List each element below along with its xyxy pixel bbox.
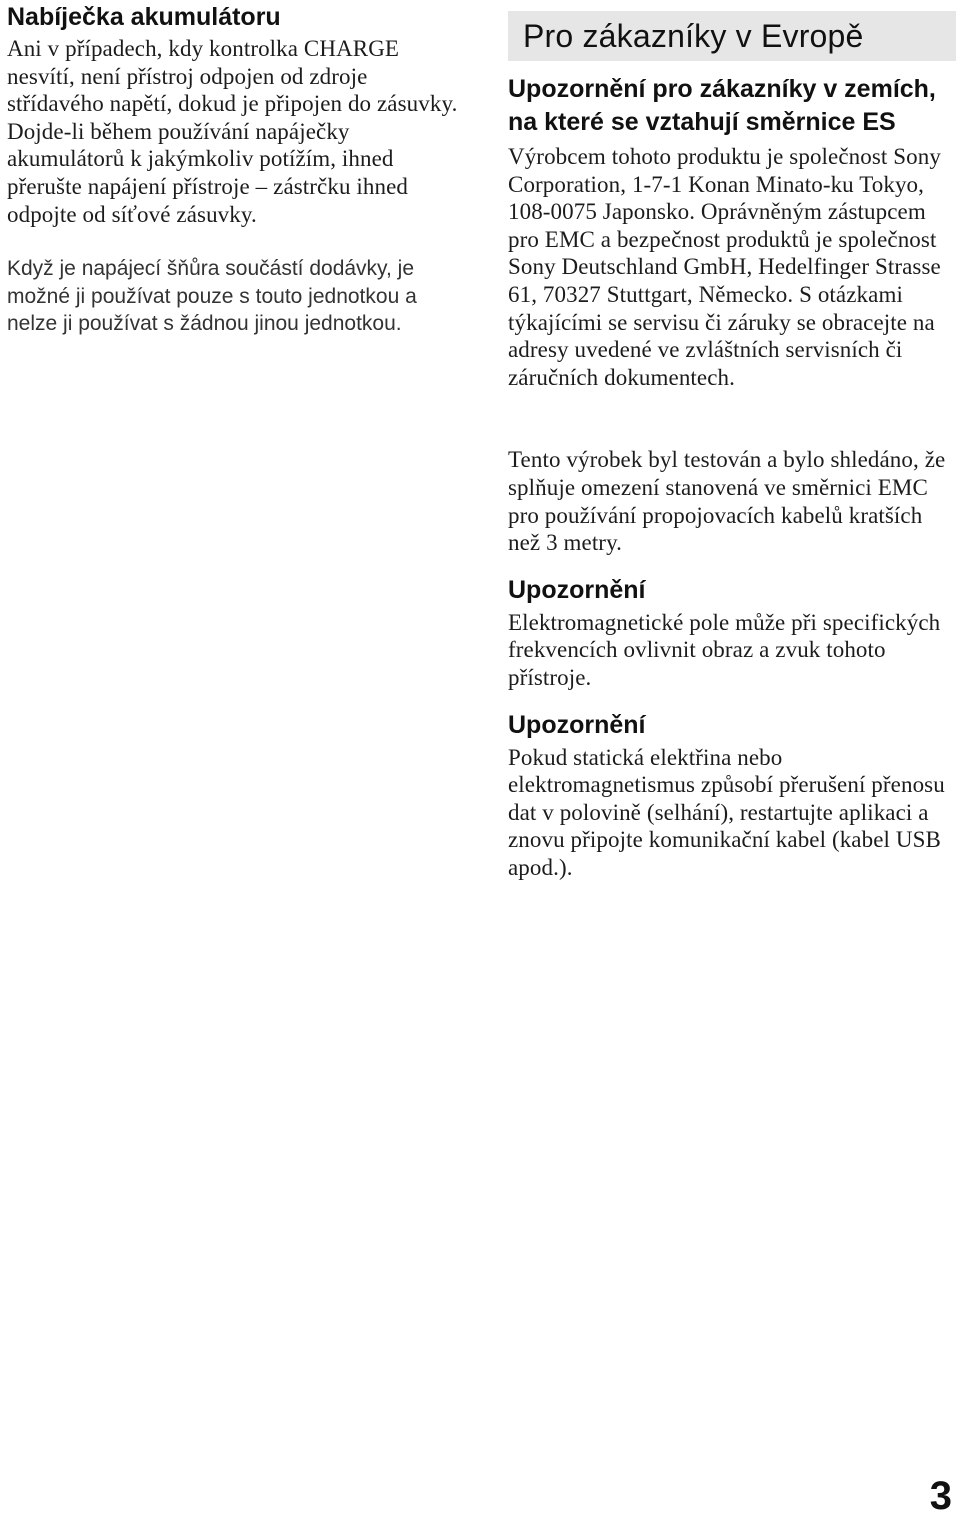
right-column [508, 0, 956, 881]
warning-static-paragraph: Pokud statická elektřina nebo elektromagnetismus způsobí přerušení přenosu dat v polovině (selhání), restartujte aplikaci a znovu připojte komunikační kabel (kabel USB apod.). [508, 744, 945, 880]
europe-section-band [508, 11, 956, 61]
eu-directive-heading: Upozornění pro zákazníky v zemích, na které se vztahují směrnice ES [508, 75, 936, 136]
emc-test-paragraph: Tento výrobek byl testován a bylo shledáno, že splňuje omezení stanovená ve směrnici EMC pro používání propojovacích kabelů kratších než 3 metry. [508, 447, 946, 556]
warning-heading-emf: Upozornění [508, 575, 646, 604]
left-column [7, 0, 467, 338]
battery-charger-heading: Nabíječka akumulátoru [7, 3, 281, 31]
warning-heading-static: Upozornění [508, 710, 646, 739]
warning-emf-paragraph: Elektromagnetické pole může při specifických frekvencích ovlivnit obraz a zvuk tohoto přístroje. [508, 609, 941, 690]
power-cord-paragraph: Když je napájecí šňůra součástí dodávky, je možné ji používat pouze s touto jednotkou a nelze ji používat s žádnou jinou jednotkou. [7, 257, 417, 336]
manufacturer-paragraph: Výrobcem tohoto produktu je společnost Sony Corporation, 1-7-1 Konan Minato-ku Tokyo, 108-0075 Japonsko. Oprávněným zástupcem pro EMC a bezpečnost produktů je společnost Sony Deutschland GmbH, Hedelfinger Strasse 61, 70327 Stuttgart, Německo. S otázkami týkajícími se servisu či záruky se obracejte na adresy uvedené ve zvláštních servisních či záručních dokumentech. [508, 144, 941, 390]
page-number: 3 [929, 1474, 952, 1518]
battery-charger-paragraph: Ani v případech, kdy kontrolka CHARGE nesvítí, není přístroj odpojen od zdroje střídavého napětí, dokud je připojen do zásuvky. Dojde-li během používání napáječky akumulátorů k jakýmkoliv potížím, ihned přerušte napájení přístroje – zástrčku ihned odpojte od síťové zásuvky. [7, 36, 458, 227]
europe-section-title: Pro zákazníky v Evropě [523, 17, 864, 54]
